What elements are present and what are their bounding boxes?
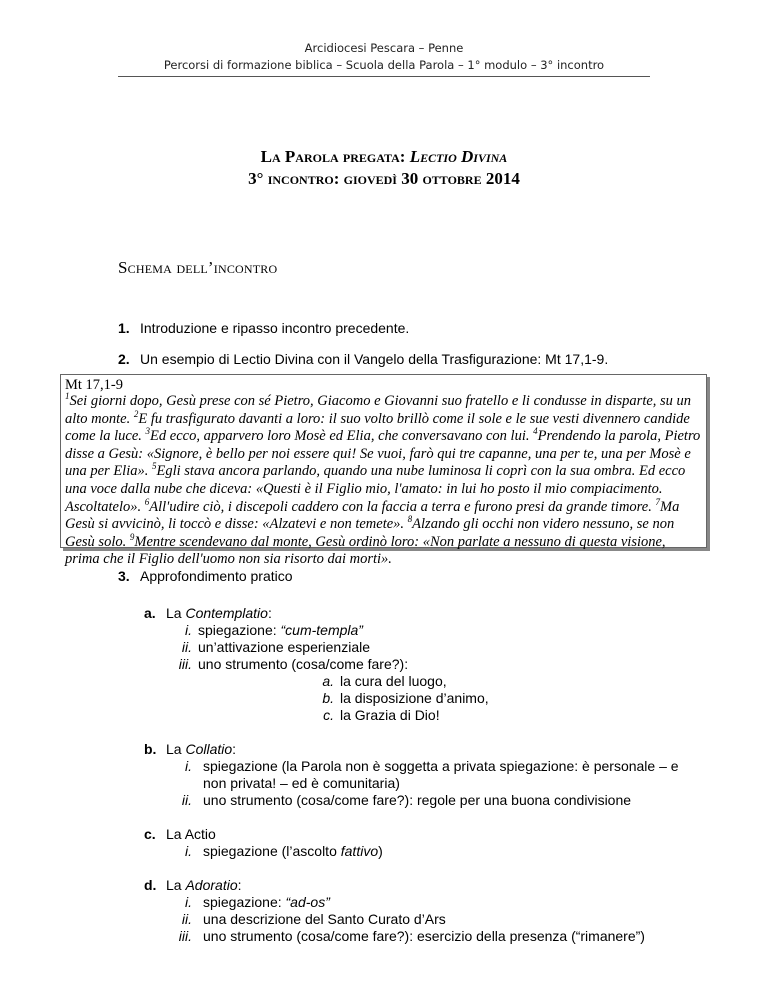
verse-number: 4 — [533, 426, 538, 437]
contemplatio-sub-a: la cura del luogo, — [340, 673, 447, 689]
roman-numeral: i. — [185, 843, 192, 859]
verse-number: 3 — [145, 426, 151, 437]
verse-number: 7 — [655, 496, 660, 507]
letter-numeral: a. — [322, 673, 334, 689]
gospel-box — [60, 374, 707, 568]
item-number: 3. — [118, 568, 130, 584]
adoratio-heading: La Adoratio: — [166, 877, 242, 893]
contemplatio-sub-b: la disposizione d’animo, — [340, 690, 489, 706]
title-date: 3° incontro: giovedì 30 ottobre 2014 — [248, 169, 520, 188]
collatio-heading: La Collatio: — [166, 741, 237, 757]
letter-numeral: b. — [322, 690, 334, 706]
verse: Egli stava ancora parlando, quando una nube luminosa li coprì con la sua ombra. Ed ecco una voce dalla nube che diceva: «Questi è il Figlio mio, l'amato: in lui ho posto il mio compiacimento. Ascoltatelo». — [65, 463, 686, 515]
verse: All'udire ciò, i discepoli caddero con la faccia a terra e furono presi da grande timore. — [149, 498, 656, 515]
verse-number: 8 — [407, 514, 413, 525]
section-heading: Schema dell’incontro — [118, 258, 278, 277]
roman-numeral: ii. — [181, 911, 192, 927]
actio-i: spiegazione (l’ascolto fattivo) — [203, 843, 383, 859]
actio-heading: La Actio — [166, 826, 216, 842]
item-text: Introduzione e ripasso incontro precedente. — [140, 320, 410, 336]
title-part2: Lectio Divina — [409, 147, 508, 166]
collatio-i-line1: spiegazione (la Parola non è soggetta a privata spiegazione: è personale – e — [203, 758, 679, 774]
item-number: 2. — [118, 351, 130, 367]
sub-label-d: d. — [144, 877, 157, 893]
header-divider — [118, 76, 650, 77]
verse: Mentre scendevano dal monte, Gesù ordinò loro: «Non parlate a nessuno di questa visione, prima che il Figlio dell'uomo non sia risorto dai morti». — [65, 533, 666, 568]
sub-label-a: a. — [144, 605, 156, 621]
header-diocese: Arcidiocesi Pescara – Penne — [304, 41, 464, 55]
verse: Prendendo la parola, Pietro disse a Gesù: «Signore, è bello per noi essere qui! Se vuoi, farò qui tre capanne, una per te, una per Mosè e una per Elia». — [65, 428, 701, 480]
roman-numeral: i. — [185, 758, 192, 774]
roman-numeral: i. — [185, 894, 192, 910]
verse: Sei giorni dopo, Gesù prese con sé Pietro, Giacomo e Giovanni suo fratello e li condusse in disparte, su un alto monte. — [65, 393, 692, 427]
verse-number: 6 — [144, 496, 150, 507]
verse: Ma Gesù si avvicinò, li toccò e disse: «Alzatevi e non temete». — [65, 498, 680, 533]
contemplatio-i: spiegazione: “cum-templa” — [198, 622, 363, 638]
item-number: 1. — [118, 320, 130, 336]
page-header — [118, 40, 650, 74]
verse: Ed ecco, apparvero loro Mosè ed Elia, che conversavano con lui. — [150, 428, 534, 445]
verse: Alzando gli occhi non videro nessuno, se non Gesù solo. — [65, 516, 675, 550]
title-part1: La Parola pregata: — [260, 147, 410, 166]
roman-numeral: ii. — [181, 792, 192, 808]
adoratio-i: spiegazione: “ad-os” — [203, 894, 330, 910]
gospel-text — [65, 393, 703, 569]
sub-label-b: b. — [144, 741, 157, 757]
roman-numeral: ii. — [181, 639, 192, 655]
item-text: Un esempio di Lectio Divina con il Vangelo della Trasfigurazione: Mt 17,1-9. — [140, 351, 609, 367]
collatio-ii: uno strumento (cosa/come fare?): regole per una buona condivisione — [203, 792, 632, 808]
contemplatio-heading: La Contemplatio: — [166, 605, 272, 621]
contemplatio-sub-c: la Grazia di Dio! — [340, 707, 440, 723]
contemplatio-ii: un’attivazione esperienziale — [198, 639, 370, 655]
header-course: Percorsi di formazione biblica – Scuola della Parola – 1° modulo – 3° incontro — [163, 58, 605, 72]
verse-number: 5 — [152, 461, 157, 472]
verse-number: 1 — [65, 391, 70, 402]
contemplatio-iii: uno strumento (cosa/come fare?): — [198, 656, 409, 672]
adoratio-ii: una descrizione del Santo Curato d’Ars — [203, 911, 446, 927]
roman-numeral: iii. — [178, 928, 192, 944]
verse-number: 2 — [133, 408, 139, 419]
verse: E fu trasfigurato davanti a loro: il suo volto brillò come il sole e le sue vesti divennero candide come la luce. — [65, 410, 690, 445]
letter-numeral: c. — [323, 707, 334, 723]
roman-numeral: iii. — [178, 656, 192, 672]
gospel-reference: Mt 17,1-9 — [65, 377, 123, 393]
sub-label-c: c. — [144, 826, 156, 842]
roman-numeral: i. — [185, 622, 192, 638]
adoratio-iii: uno strumento (cosa/come fare?): esercizio della presenza (“rimanere”) — [203, 928, 645, 944]
verse-number: 9 — [129, 531, 135, 542]
document-title — [0, 146, 768, 190]
collatio-i-line2: non privata! – ed è comunitaria) — [203, 775, 400, 791]
item-text: Approfondimento pratico — [140, 568, 293, 584]
